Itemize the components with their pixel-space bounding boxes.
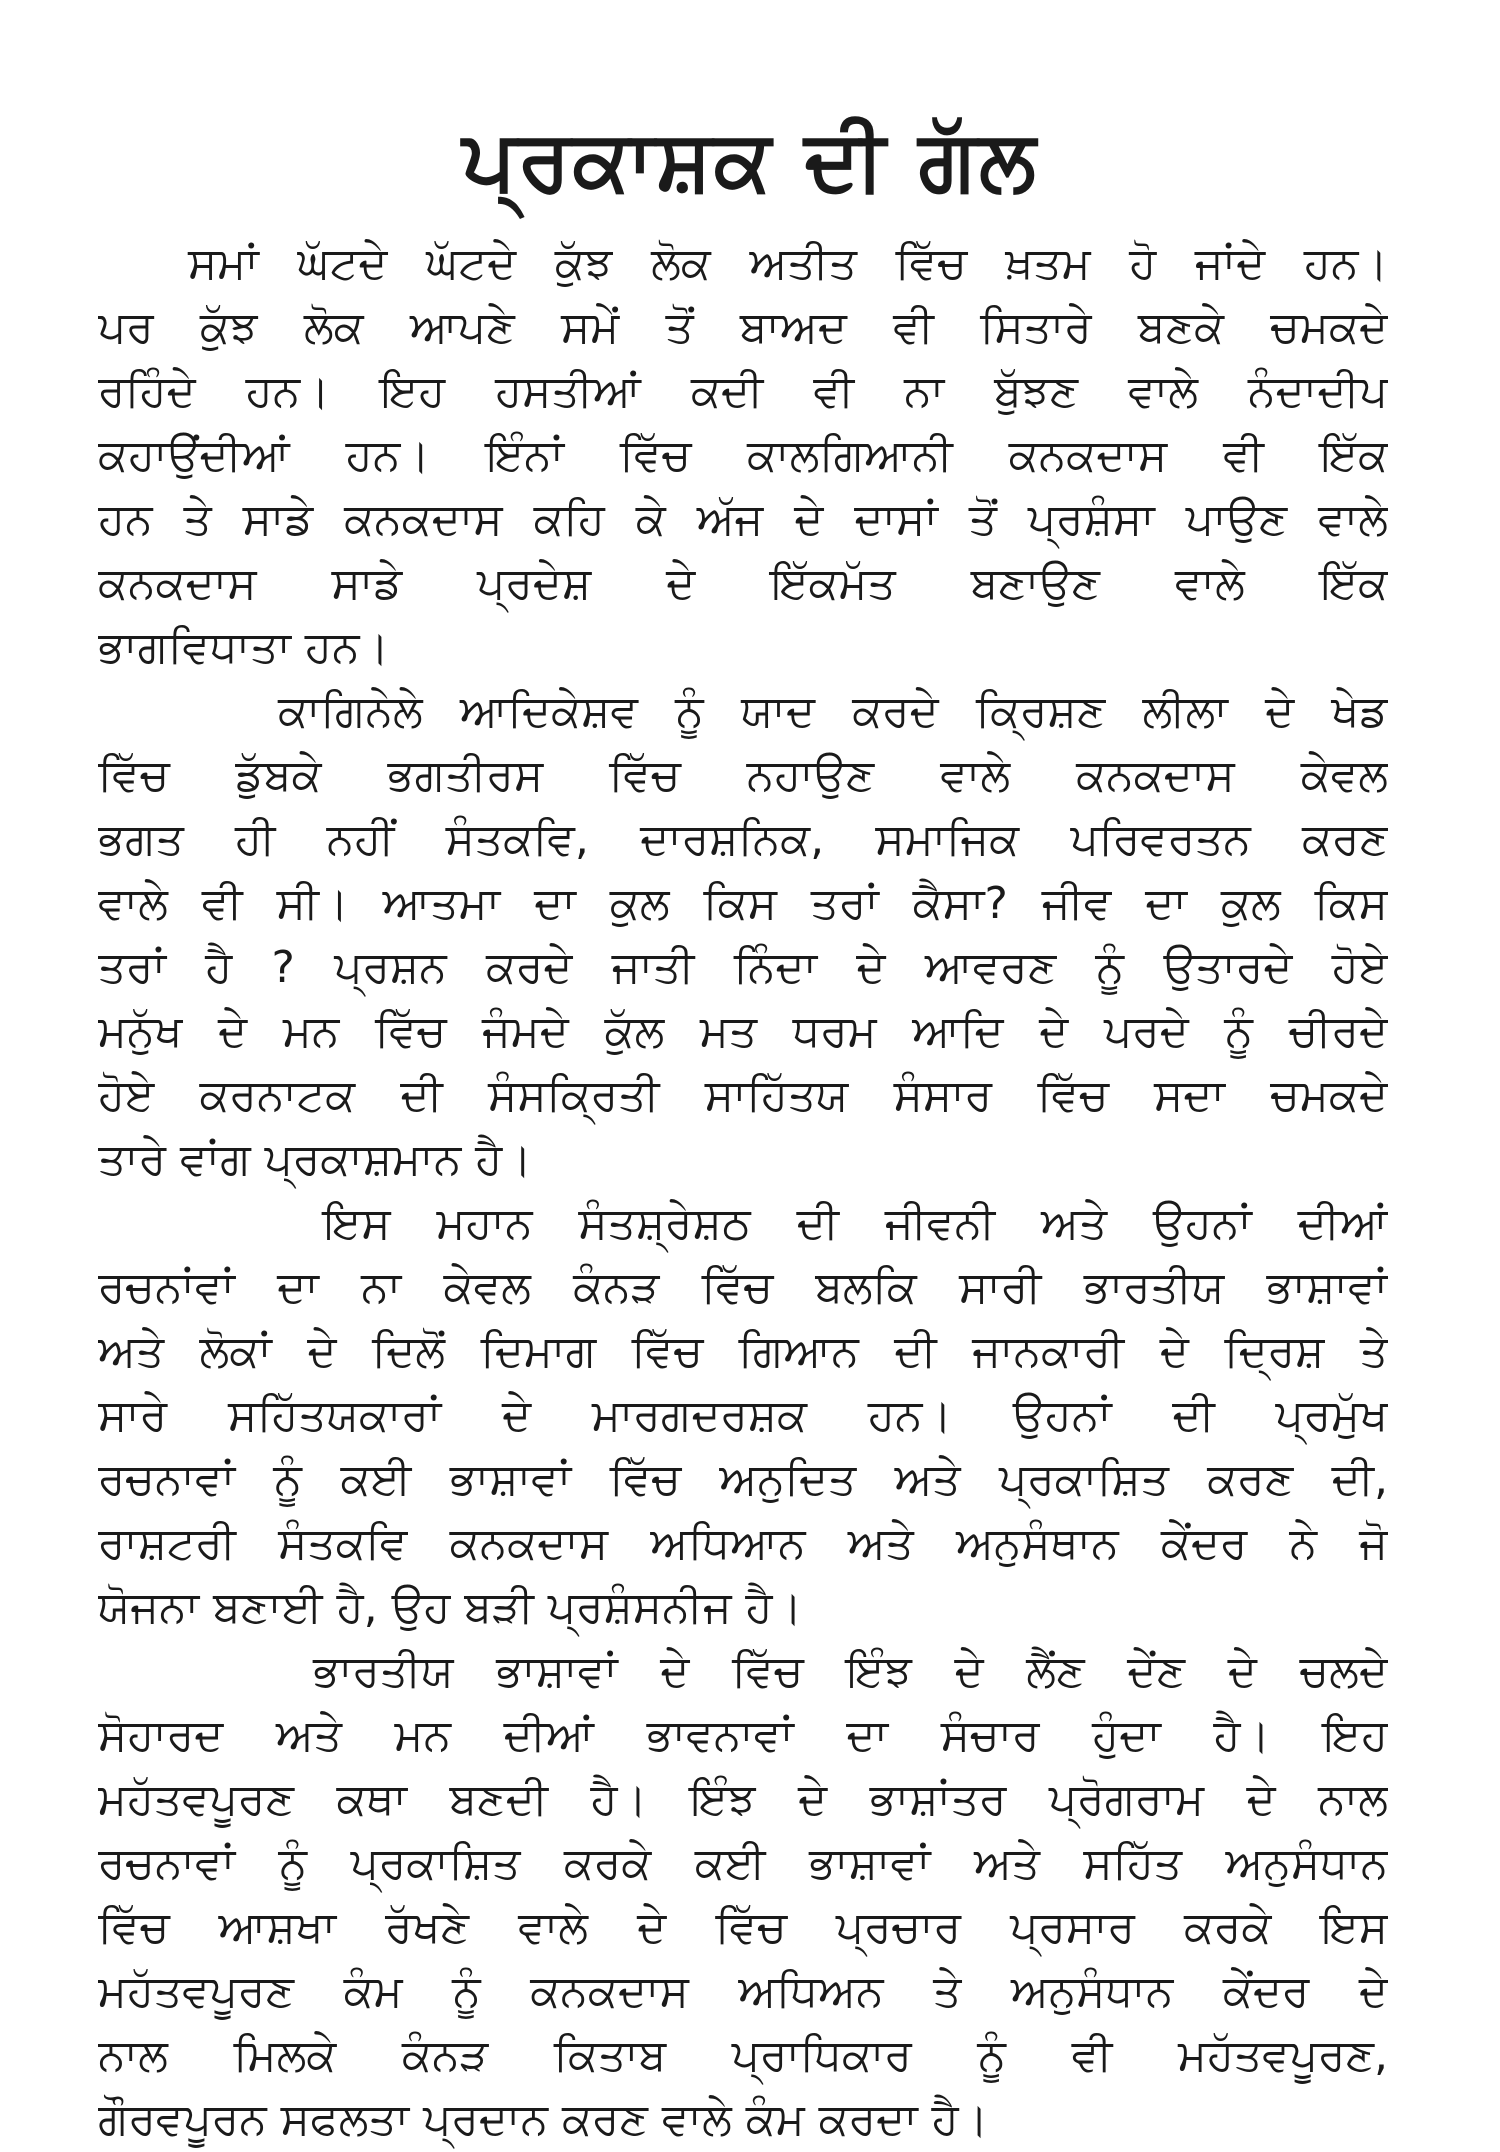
text-line: ਹੋਏ ਕਰਨਾਟਕ ਦੀ ਸੰਸਕ੍ਰਿਤੀ ਸਾਹਿੱਤਯ ਸੰਸਾਰ ਵਿੱਚ ਸਦਾ ਚਮਕਦੇ [98, 1070, 1388, 1121]
page-title: ਪ੍ਰਕਾਸ਼ਕ ਦੀ ਗੱਲ [462, 111, 1038, 209]
text-line: ਰਹਿੰਦੇ ਹਨ। ਇਹ ਹਸਤੀਆਂ ਕਦੀ ਵੀ ਨਾ ਬੁੱਝਣ ਵਾਲੇ ਨੰਦਾਦੀਪ [98, 366, 1388, 417]
text-line: ਭਗਤ ਹੀ ਨਹੀਂ ਸੰਤਕਵਿ, ਦਾਰਸ਼ਨਿਕ, ਸਮਾਜਿਕ ਪਰਿਵਰਤਨ ਕਰਣ [98, 814, 1388, 865]
text-line: ਰਾਸ਼ਟਰੀ ਸੰਤਕਵਿ ਕਨਕਦਾਸ ਅਧਿਆਨ ਅਤੇ ਅਨੁਸੰਥਾਨ ਕੇਂਦਰ ਨੇ ਜੋ [98, 1518, 1388, 1569]
text-line: ਇਸ ਮਹਾਨ ਸੰਤਸ਼੍ਰੇਸ਼ਠ ਦੀ ਜੀਵਨੀ ਅਤੇ ਉਹਨਾਂ ਦੀਆਂ [323, 1198, 1388, 1249]
body-text [98, 232, 1388, 2152]
text-line: ਯੋਜਨਾ ਬਣਾਈ ਹੈ, ਉਹ ਬੜੀ ਪ੍ਰਸ਼ੰਸਨੀਜ ਹੈ। [98, 1582, 803, 1633]
text-line: ਤਰਾਂ ਹੈ ? ਪ੍ਰਸ਼ਨ ਕਰਦੇ ਜਾਤੀ ਨਿੰਦਾ ਦੇ ਆਵਰਣ ਨੂੰ ਉਤਾਰਦੇ ਹੋਏ [98, 942, 1388, 993]
text-line: ਭਾਰਤੀਯ ਭਾਸ਼ਾਵਾਂ ਦੇ ਵਿੱਚ ਇੰਝ ਦੇ ਲੈਂਣ ਦੇਂਣ ਦੇ ਚਲਦੇ [313, 1646, 1388, 1697]
text-line: ਵਿੱਚ ਆਸ਼ਖਾ ਰੱਖਣੇ ਵਾਲੇ ਦੇ ਵਿੱਚ ਪ੍ਰਚਾਰ ਪ੍ਰਸਾਰ ਕਰਕੇ ਇਸ [98, 1902, 1388, 1953]
text-line: ਕਾਗਿਨੇਲੇ ਆਦਿਕੇਸ਼ਵ ਨੂੰ ਯਾਦ ਕਰਦੇ ਕ੍ਰਿਸ਼ਣ ਲੀਲਾ ਦੇ ਖੇਡ [278, 686, 1388, 737]
text-line: ਮਹੱਤਵਪੂਰਣ ਕਥਾ ਬਣਦੀ ਹੈ। ਇੰਝ ਦੇ ਭਾਸ਼ਾਂਤਰ ਪ੍ਰੋਗਰਾਮ ਦੇ ਨਾਲ [98, 1774, 1388, 1825]
text-line: ਕਨਕਦਾਸ ਸਾਡੇ ਪ੍ਰਦੇਸ਼ ਦੇ ਇੱਕਮੱਤ ਬਣਾਉਣ ਵਾਲੇ ਇੱਕ [98, 558, 1388, 609]
text-line: ਅਤੇ ਲੋਕਾਂ ਦੇ ਦਿਲੋਂ ਦਿਮਾਗ ਵਿੱਚ ਗਿਆਨ ਦੀ ਜਾਨਕਾਰੀ ਦੇ ਦ੍ਰਿਸ਼ ਤੇ [98, 1326, 1388, 1377]
text-line: ਮਨੁੱਖ ਦੇ ਮਨ ਵਿੱਚ ਜੰਮਦੇ ਕੁੱਲ ਮਤ ਧਰਮ ਆਦਿ ਦੇ ਪਰਦੇ ਨੂੰ ਚੀਰਦੇ [98, 1006, 1388, 1057]
text-line: ਵਿੱਚ ਡੁੱਬਕੇ ਭਗਤੀਰਸ ਵਿੱਚ ਨਹਾਉਣ ਵਾਲੇ ਕਨਕਦਾਸ ਕੇਵਲ [98, 750, 1388, 801]
text-line: ਰਚਨਾਵਾਂ ਨੂੰ ਪ੍ਰਕਾਸ਼ਿਤ ਕਰਕੇ ਕਈ ਭਾਸ਼ਾਵਾਂ ਅਤੇ ਸਹਿੱਤ ਅਨੁਸੰਧਾਨ [98, 1838, 1388, 1889]
text-line: ਰਚਨਾਵਾਂ ਨੂੰ ਕਈ ਭਾਸ਼ਾਵਾਂ ਵਿੱਚ ਅਨੁਦਿਤ ਅਤੇ ਪ੍ਰਕਾਸ਼ਿਤ ਕਰਣ ਦੀ, [98, 1454, 1388, 1505]
text-line: ਗੌਰਵਪੂਰਨ ਸਫਲਤਾ ਪ੍ਰਦਾਨ ਕਰਣ ਵਾਲੇ ਕੰਮ ਕਰਦਾ ਹੈ। [98, 2094, 989, 2145]
text-line: ਰਚਨਾਂਵਾਂ ਦਾ ਨਾ ਕੇਵਲ ਕੰਨੜ ਵਿੱਚ ਬਲਕਿ ਸਾਰੀ ਭਾਰਤੀਯ ਭਾਸ਼ਾਵਾਂ [98, 1262, 1388, 1313]
text-line: ਪਰ ਕੁੱਝ ਲੋਕ ਆਪਣੇ ਸਮੇਂ ਤੋਂ ਬਾਅਦ ਵੀ ਸਿਤਾਰੇ ਬਣਕੇ ਚਮਕਦੇ [98, 302, 1388, 353]
text-line: ਹਨ ਤੇ ਸਾਡੇ ਕਨਕਦਾਸ ਕਹਿ ਕੇ ਅੱਜ ਦੇ ਦਾਸਾਂ ਤੋਂ ਪ੍ਰਸ਼ੰਸਾ ਪਾਉਣ ਵਾਲੇ [98, 494, 1388, 545]
text-line: ਨਾਲ ਮਿਲਕੇ ਕੰਨੜ ਕਿਤਾਬ ਪ੍ਰਾਧਿਕਾਰ ਨੂੰ ਵੀ ਮਹੱਤਵਪੂਰਣ, [98, 2030, 1388, 2081]
text-line: ਸਮਾਂ ਘੱਟਦੇ ਘੱਟਦੇ ਕੁੱਝ ਲੋਕ ਅਤੀਤ ਵਿੱਚ ਖ਼ਤਮ ਹੋ ਜਾਂਦੇ ਹਨ। [188, 238, 1388, 289]
text-line: ਸਾਰੇ ਸਹਿੱਤਯਕਾਰਾਂ ਦੇ ਮਾਰਗਦਰਸ਼ਕ ਹਨ। ਉਹਨਾਂ ਦੀ ਪ੍ਰਮੁੱਖ [98, 1390, 1388, 1441]
text-line: ਮਹੱਤਵਪੂਰਣ ਕੰਮ ਨੂੰ ਕਨਕਦਾਸ ਅਧਿਅਨ ਤੇ ਅਨੁਸੰਧਾਨ ਕੇਂਦਰ ਦੇ [98, 1966, 1388, 2017]
text-line: ਸੋਹਾਰਦ ਅਤੇ ਮਨ ਦੀਆਂ ਭਾਵਨਾਵਾਂ ਦਾ ਸੰਚਾਰ ਹੁੰਦਾ ਹੈ। ਇਹ [98, 1710, 1388, 1761]
text-line: ਭਾਗਵਿਧਾਤਾ ਹਨ। [98, 622, 390, 673]
text-line: ਤਾਰੇ ਵਾਂਗ ਪ੍ਰਕਾਸ਼ਮਾਨ ਹੈ। [98, 1134, 532, 1185]
text-line: ਕਹਾਉਂਦੀਆਂ ਹਨ। ਇੰਨਾਂ ਵਿੱਚ ਕਾਲਗਿਆਨੀ ਕਨਕਦਾਸ ਵੀ ਇੱਕ [98, 430, 1388, 481]
text-line: ਵਾਲੇ ਵੀ ਸੀ। ਆਤਮਾ ਦਾ ਕੁਲ ਕਿਸ ਤਰਾਂ ਕੈਸਾ? ਜੀਵ ਦਾ ਕੁਲ ਕਿਸ [98, 878, 1388, 929]
